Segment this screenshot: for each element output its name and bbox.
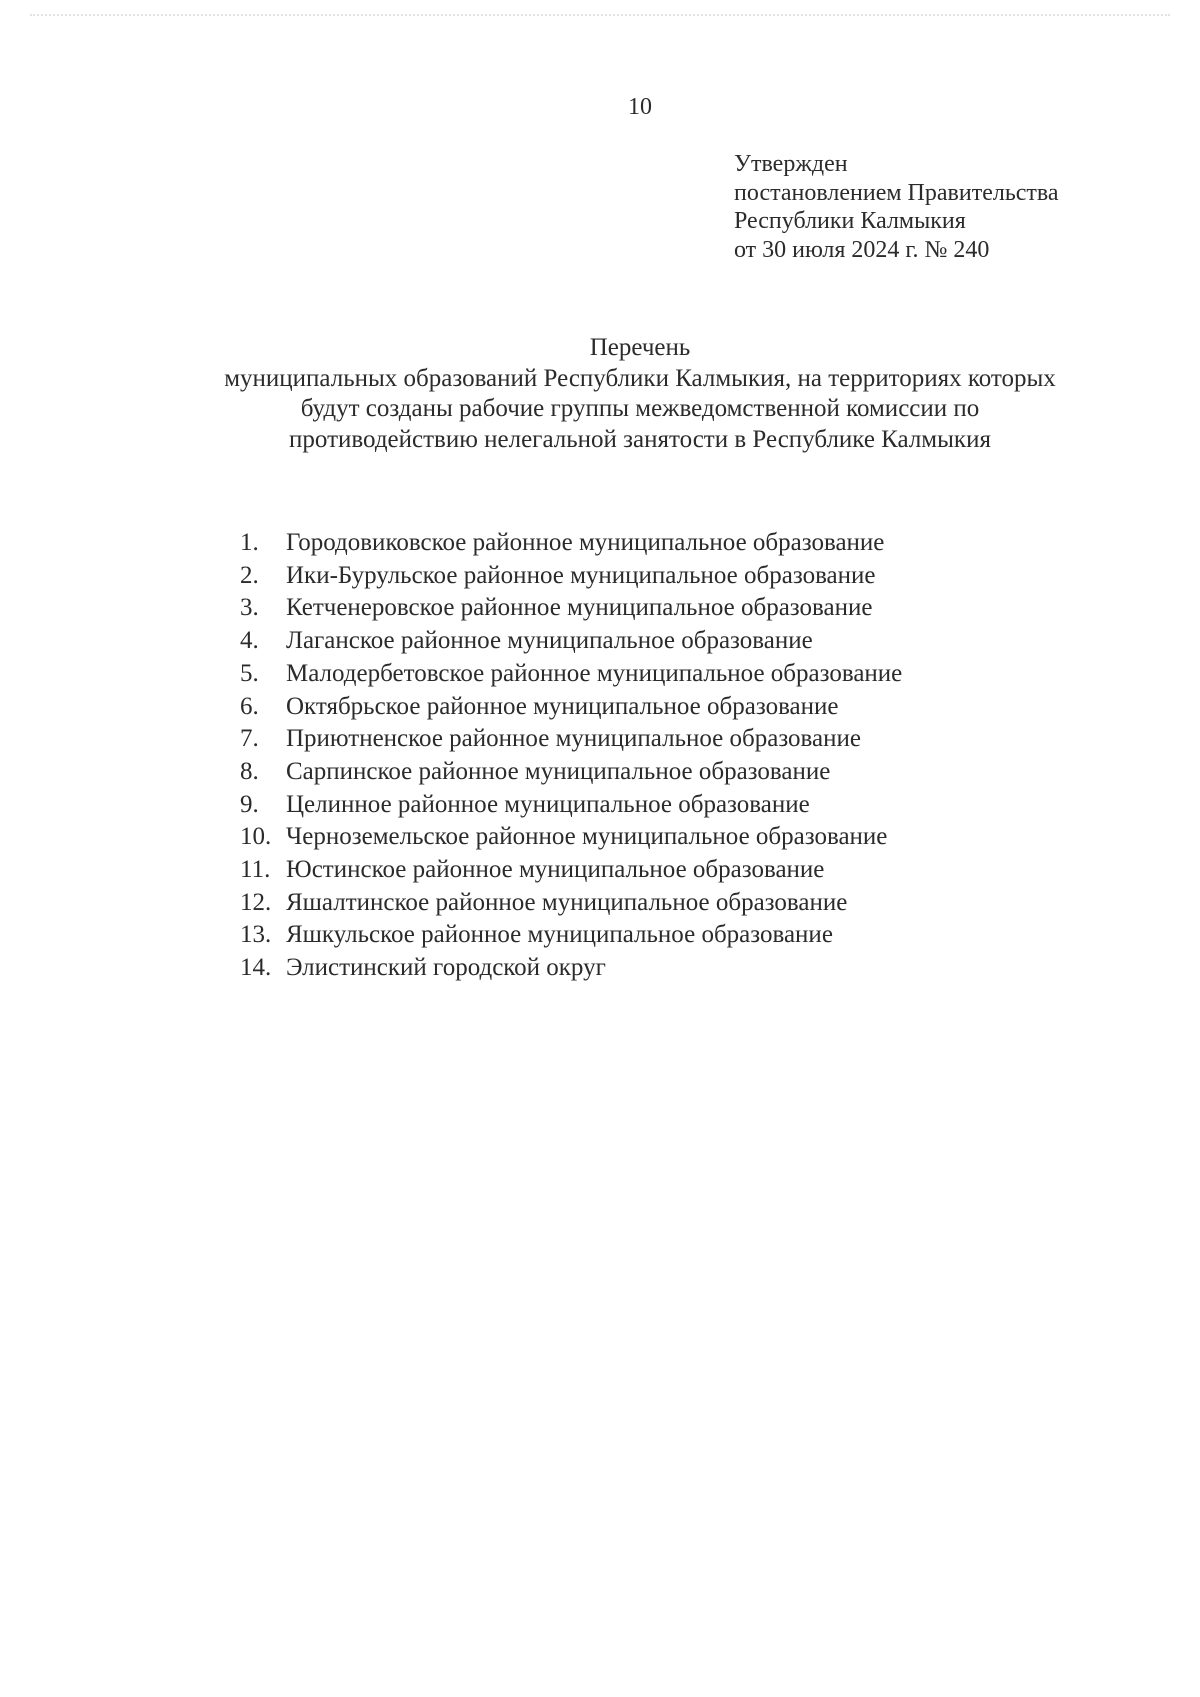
- list-item-number: 1.: [240, 529, 259, 556]
- list-item: [240, 560, 902, 593]
- list-item: [240, 723, 902, 756]
- document-title: [150, 333, 1130, 455]
- list-item: [240, 625, 902, 658]
- list-item-text: Черноземельское районное муниципальное образование: [286, 823, 888, 851]
- list-item-text: Сарпинское районное муниципальное образование: [286, 757, 831, 785]
- list-item: [240, 789, 902, 822]
- list-item-number: 11.: [240, 856, 271, 884]
- list-item-number: 3.: [240, 594, 259, 622]
- list-item: [240, 691, 902, 724]
- title-line: будут созданы рабочие группы межведомственной комиссии по: [300, 395, 980, 422]
- list-item-text: Ики-Бурульское районное муниципальное образование: [286, 561, 876, 589]
- list-item-text: Малодербетовское районное муниципальное образование: [286, 659, 903, 687]
- list-item-number: 5.: [240, 659, 259, 687]
- approval-line: Республики Калмыкия: [734, 208, 966, 234]
- list-item-text: Кетченеровское районное муниципальное образование: [286, 594, 873, 622]
- title-line: противодействию нелегальной занятости в Республике Калмыкия: [289, 425, 991, 453]
- list-item: [240, 919, 902, 952]
- list-item: [240, 887, 902, 920]
- list-item-number: 6.: [240, 692, 259, 720]
- list-item-text: Городовиковское районное муниципальное образование: [286, 529, 885, 556]
- list-item-text: Яшалтинское районное муниципальное образование: [286, 888, 848, 916]
- list-item: [240, 592, 902, 625]
- list-item-number: 4.: [240, 627, 259, 655]
- list-item-text: Яшкульское районное муниципальное образование: [286, 921, 833, 949]
- list-item: [240, 527, 902, 560]
- list-item: [240, 854, 902, 887]
- list-item: [240, 756, 902, 789]
- list-item-number: 7.: [240, 725, 259, 753]
- list-item-number: 10.: [240, 823, 272, 851]
- list-item-text: Целинное районное муниципальное образование: [286, 790, 810, 818]
- list-item-number: 8.: [240, 757, 259, 785]
- approval-line: от 30 июля 2024 г. № 240: [734, 236, 990, 263]
- list-item-text: Октябрьское районное муниципальное образование: [286, 692, 839, 720]
- list-item-number: 9.: [240, 790, 259, 818]
- title-heading: Перечень: [589, 334, 691, 361]
- approval-line: Утвержден: [734, 151, 848, 177]
- list-item: [240, 821, 902, 854]
- list-item-number: 2.: [240, 561, 259, 589]
- approval-line: постановлением Правительства: [734, 179, 1059, 206]
- list-item: [240, 952, 902, 985]
- list-item-text: Юстинское районное муниципальное образование: [286, 856, 825, 884]
- list-item-number: 13.: [240, 921, 272, 949]
- list-item: [240, 658, 902, 691]
- list-item-number: 14.: [240, 954, 272, 982]
- approval-stamp-block: [734, 150, 1059, 264]
- list-item-text: Приютненское районное муниципальное образование: [286, 725, 861, 753]
- list-item-text: Лаганское районное муниципальное образование: [286, 627, 813, 655]
- municipality-list: [240, 527, 902, 985]
- list-item-text: Элистинский городской округ: [286, 954, 606, 982]
- title-line: муниципальных образований Республики Калмыкия, на территориях которых: [224, 364, 1056, 392]
- page-number: 10: [628, 94, 652, 120]
- scan-edge-artifact: [30, 14, 1170, 18]
- list-item-number: 12.: [240, 888, 272, 916]
